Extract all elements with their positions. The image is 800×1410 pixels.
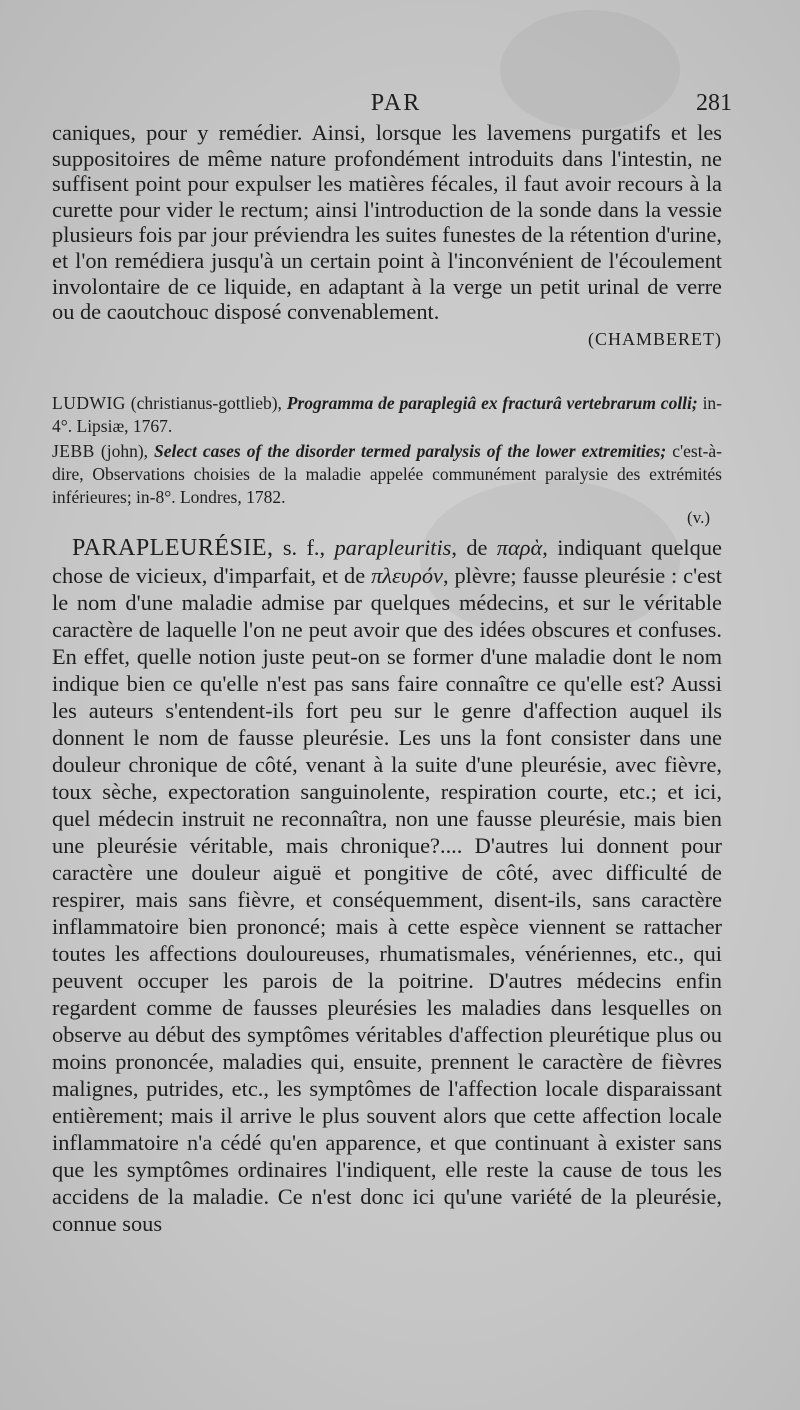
bib-imprint: c'est-à-dire, Observations choisies de la maladie appelée communément paralysie des extrémités inférieures; in-8°. Londres, 1782.: [52, 441, 722, 507]
entry-parapleuresie: [52, 534, 722, 1237]
bib-forename: (john),: [100, 441, 149, 461]
connector-text: , de: [451, 535, 488, 560]
greek-term: παρὰ: [496, 535, 543, 560]
latin-term: parapleuritis: [334, 535, 452, 560]
bibliography-entry: [52, 392, 722, 438]
bib-title: Programma de paraplegiâ ex fracturâ vertebrarum colli;: [286, 393, 698, 413]
running-head: PAR: [370, 90, 422, 116]
bibliography-entry: [52, 440, 722, 509]
bib-imprint: in-4°. Lipsiæ, 1767.: [52, 393, 723, 436]
entry-continuation: [52, 120, 722, 352]
greek-term: πλευρόν: [371, 563, 443, 588]
bib-author: JEBB: [52, 441, 95, 461]
page-number: 281: [696, 90, 732, 116]
author-signature-line: [52, 325, 722, 353]
entry-continuation-text: caniques, pour y remédier. Ainsi, lorsque les lavemens purgatifs et les suppositoires de même nature profondément introduits dans l'intestin, ne suffisent point pour expulser les matières fécales, il faut avoir recours à la curette pour vider le rectum; ainsi l'introduction de la sonde dans la vessie plusieurs fois par jour préviendra les suites funestes de la rétention d'urine, et l'on remédiera jusqu'à un certain point à l'inconvénient de l'écoulement involontaire de ce liquide, en adaptant à la verge un petit urinal de verre ou de caoutchouc disposé convenablement.: [52, 120, 722, 325]
entry-text: , plèvre; fausse pleurésie : c'est le nom d'une maladie admise par quelques médecins, et sur le véritable caractère de laquelle l'on ne peut avoir que des idées obscures et confuses. En effet, quelle notion juste peut-on se former d'une maladie dont le nom indique bien ce qu'elle n'est pas sans faire connaître ce qu'elle est? Aussi les auteurs s'entendent-ils fort peu sur le genre d'affection auquel ils donnent le nom de fausse pleurésie. Les uns la font consister dans une douleur chronique de côté, venant à la suite d'une pleurésie, avec fièvre, toux sèche, expectoration sanguinolente, respiration courte, etc.; et ici, quel médecin instruit ne reconnaîtra, non une fausse pleurésie, mais bien une pleurésie véritable, mais chronique?.... D'autres lui donnent pour caractère une douleur aiguë et pongitive de côté, avec difficulté de respirer, mais sans fièvre, et conséquemment, disent-ils, sans caractère inflammatoire bien prononcé; mais à cette espèce viennent se rattacher toutes les affections douloureuses, rhumatismales, vénériennes, etc., qui peuvent occuper les parois de la poitrine. D'autres médecins enfin regardent comme de fausses pleurésies les maladies dans lesquelles on observe au début des symptômes véritables d'affection pleurétique plus ou moins prononcée, maladies qui, ensuite, prennent le caractère de fièvres malignes, putrides, etc., les symptômes de l'affection locale disparaissant entièrement; mais il arrive le plus souvent alors que cette affection locale inflammatoire n'a cédé qu'en apparence, et que continuant à exister sans que les symptômes ordinaires l'indiquent, elle reste la cause de tous les accidens de la maladie. Ce n'est donc ici qu'une variété de la pleurésie, connue sous: [52, 563, 722, 1236]
entry-headword: PARAPLEURÉSIE,: [72, 535, 274, 561]
bibliography-signature: (v.): [687, 508, 710, 527]
bib-title: Select cases of the disorder termed paralysis of the lower extremities;: [154, 441, 667, 461]
bib-forename: (christianus-gottlieb),: [130, 393, 282, 413]
author-signature: (CHAMBERET): [588, 328, 722, 349]
page-header: [60, 90, 732, 120]
entry-text: , indiquant quelque chose de vicieux, d'imparfait, et de: [52, 535, 722, 588]
grammatical-label: s. f.,: [282, 535, 326, 560]
bib-author: LUDWIG: [52, 393, 126, 413]
